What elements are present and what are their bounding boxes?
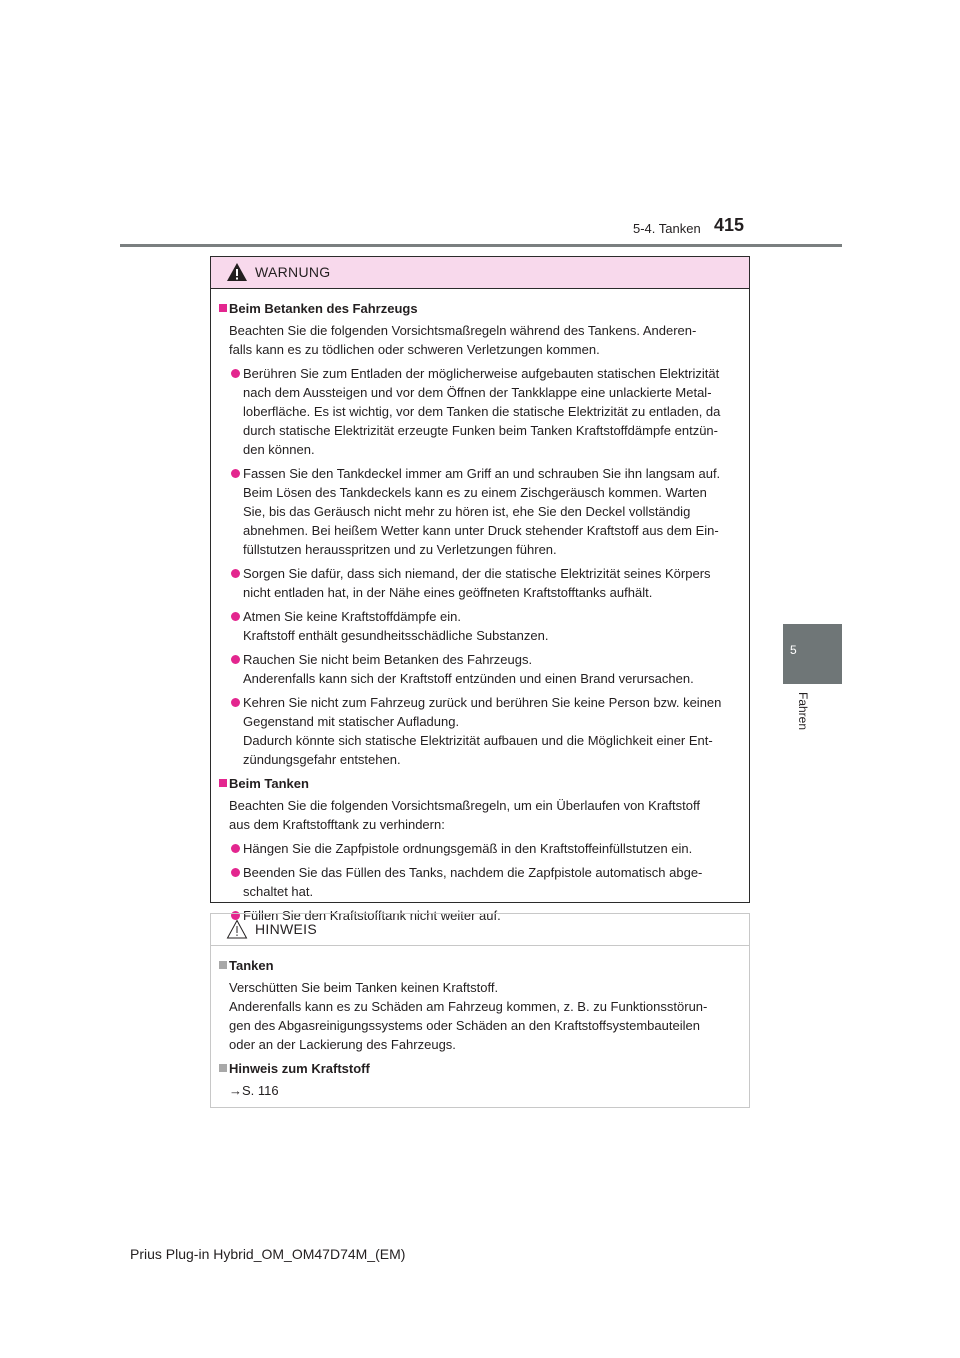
text-line: den können.: [243, 442, 315, 457]
round-bullet-icon: [231, 569, 240, 578]
square-bullet-icon: [219, 304, 227, 312]
text-line: Gegenstand mit statischer Aufladung.: [243, 714, 460, 729]
chapter-number: 5: [790, 643, 797, 657]
text-line: Beachten Sie die folgenden Vorsichtsmaßregeln während des Tankens. Anderen-: [229, 323, 697, 338]
square-bullet-icon: [219, 779, 227, 787]
text-line: Kraftstoff enthält gesundheitsschädliche Substanzen.: [243, 628, 549, 643]
section-heading: [219, 774, 741, 793]
bullet-item: [219, 863, 741, 901]
text-line: aus dem Kraftstofftank zu verhindern:: [229, 817, 445, 832]
text-line: nach dem Aussteigen und vor dem Öffnen der Tankklappe eine unlackierte Metal-: [243, 385, 712, 400]
chapter-label: Fahren: [796, 692, 810, 731]
warning-box: [210, 256, 750, 923]
section-body: [219, 978, 741, 1054]
section-heading-text: Hinweis zum Kraftstoff: [229, 1061, 370, 1076]
notice-box: [210, 913, 750, 1108]
header-divider: [120, 244, 842, 247]
text-line: gen des Abgasreinigungssystems oder Schäden an den Kraftstoffsystembauteilen: [229, 1018, 700, 1033]
text-line: falls kann es zu tödlichen oder schweren Verletzungen kommen.: [229, 342, 600, 357]
section-heading: [219, 299, 741, 318]
round-bullet-icon: [231, 469, 240, 478]
text-line: Kehren Sie nicht zum Fahrzeug zurück und berühren Sie keine Person bzw. keinen: [243, 695, 722, 710]
text-line: Dadurch könnte sich statische Elektrizität aufbauen und die Möglichkeit einer Ent-: [243, 733, 713, 748]
text-line: durch statische Elektrizität erzeugte Funken beim Tanken Kraftstoffdämpfe entzün-: [243, 423, 718, 438]
text-line: abnehmen. Bei heißem Wetter kann unter Druck stehender Kraftstoff aus dem Ein-: [243, 523, 719, 538]
text-line: Anderenfalls kann es zu Schäden am Fahrzeug kommen, z. B. zu Funktionsstörun-: [229, 999, 708, 1014]
round-bullet-icon: [231, 612, 240, 621]
warning-triangle-icon: [226, 262, 248, 282]
section-intro: [219, 321, 741, 359]
text-line: →S. 116: [229, 1083, 279, 1098]
text-line: Hängen Sie die Zapfpistole ordnungsgemäß in den Kraftstoffeinfüllstutzen ein.: [243, 841, 693, 856]
section-heading: [219, 956, 741, 975]
section-body: [219, 1081, 741, 1100]
text-line: Sorgen Sie dafür, dass sich niemand, der die statische Elektrizität seines Körpers: [243, 566, 711, 581]
text-line: Fassen Sie den Tankdeckel immer am Griff an und schrauben Sie ihn langsam auf.: [243, 466, 721, 481]
section-intro: [219, 796, 741, 834]
text-line: Atmen Sie keine Kraftstoffdämpfe ein.: [243, 609, 461, 624]
bullet-item: [219, 650, 741, 688]
text-line: füllstutzen herausspritzen und zu Verletzungen führen.: [243, 542, 557, 557]
bullet-item: [219, 564, 741, 602]
text-line: loberfläche. Es ist wichtig, vor dem Tanken die statische Elektrizität zu entladen, da: [243, 404, 721, 419]
caution-triangle-icon: [226, 919, 248, 939]
text-line: Beachten Sie die folgenden Vorsichtsmaßregeln, um ein Überlaufen von Kraftstoff: [229, 798, 700, 813]
section-heading-text: Beim Tanken: [229, 776, 309, 791]
notice-header: [211, 914, 749, 946]
square-bullet-icon: [219, 961, 227, 969]
footer-document-id: Prius Plug-in Hybrid_OM_OM47D74M_(EM): [130, 1246, 406, 1262]
section-title: 5-4. Tanken: [633, 221, 701, 236]
round-bullet-icon: [231, 698, 240, 707]
warning-content: [211, 289, 749, 925]
text-line: Füllen Sie den Kraftstofftank nicht weiter auf.: [243, 908, 501, 923]
page-number: 415: [714, 215, 745, 235]
section-heading-text: Tanken: [229, 958, 274, 973]
bullet-item: [219, 364, 741, 459]
text-line: nicht entladen hat, in der Nähe eines geöffneten Kraftstofftanks aufhält.: [243, 585, 653, 600]
square-bullet-icon: [219, 1064, 227, 1072]
round-bullet-icon: [231, 655, 240, 664]
round-bullet-icon: [231, 868, 240, 877]
text-line: Berühren Sie zum Entladen der möglicherweise aufgebauten statischen Elektrizität: [243, 366, 720, 381]
warning-header: [211, 257, 749, 289]
section-heading-text: Beim Betanken des Fahrzeugs: [229, 301, 418, 316]
bullet-item: [219, 693, 741, 769]
section-heading: [219, 1059, 741, 1078]
text-line: Rauchen Sie nicht beim Betanken des Fahrzeugs.: [243, 652, 533, 667]
notice-title: HINWEIS: [255, 921, 317, 937]
text-line: Verschütten Sie beim Tanken keinen Kraftstoff.: [229, 980, 499, 995]
round-bullet-icon: [231, 844, 240, 853]
text-line: Anderenfalls kann sich der Kraftstoff entzünden und einen Brand verursachen.: [243, 671, 694, 686]
text-line: zündungsgefahr entstehen.: [243, 752, 401, 767]
text-line: oder an der Lackierung des Fahrzeugs.: [229, 1037, 456, 1052]
text-line: Beim Lösen des Tankdeckels kann es zu einem Zischgeräusch kommen. Warten: [243, 485, 707, 500]
text-line: schaltet hat.: [243, 884, 314, 899]
bullet-item: [219, 839, 741, 858]
text-line: Sie, bis das Geräusch nicht mehr zu hören ist, ehe Sie den Deckel vollständig: [243, 504, 691, 519]
text-line: Beenden Sie das Füllen des Tanks, nachdem die Zapfpistole automatisch abge-: [243, 865, 703, 880]
bullet-item: [219, 464, 741, 559]
round-bullet-icon: [231, 369, 240, 378]
warning-title: WARNUNG: [255, 264, 331, 280]
bullet-item: [219, 607, 741, 645]
notice-content: [211, 946, 749, 1100]
